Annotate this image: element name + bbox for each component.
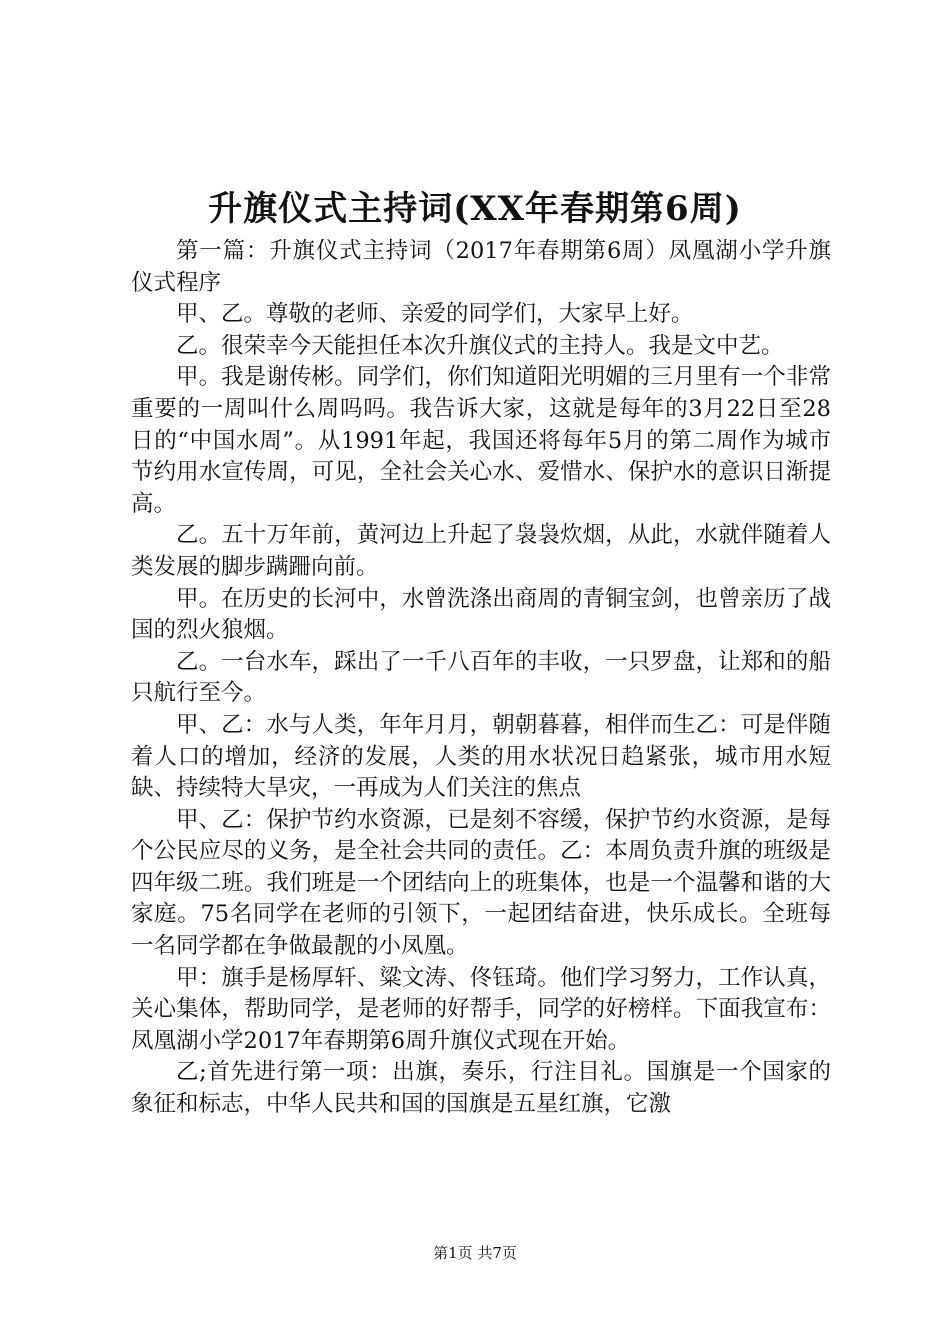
paragraph: 甲、乙：水与人类，年年月月，朝朝暮暮，相伴而生乙：可是伴随着人口的增加，经济的发展，人类的用水状况日趋紧张，城市用水短缺、持续特大旱灾，一再成为人们关注的焦点 — [131, 711, 831, 802]
paragraph: 甲。我是谢传彬。同学们，你们知道阳光明媚的三月里有一个非常重要的一周叫什么周吗吗。我告诉大家，这就是每年的3月22日至28日的“中国水周”。从1991年起，我国还将每年5月的第二周作为城市节约用水宣传周，可见，全社会关心水、爱惜水、保护水的意识日渐提高。 — [131, 364, 831, 517]
paragraph: 甲、乙：保护节约水资源，已是刻不容缓，保护节约水资源，是每个公民应尽的义务，是全社会共同的责任。乙：本周负责升旗的班级是四年级二班。我们班是一个团结向上的班集体，也是一个温馨和谐的大家庭。75名同学在老师的引领下，一起团结奋进，快乐成长。全班每一名同学都在争做最靓的小凤凰。 — [131, 806, 831, 960]
document-title: 升旗仪式主持词(XX年春期第6周) — [208, 189, 742, 229]
document-body — [131, 236, 831, 1121]
page-indicator: 第1页 共7页 — [433, 1244, 517, 1262]
paragraph: 第一篇：升旗仪式主持词（2017年春期第6周）凤凰湖小学升旗仪式程序 — [131, 238, 831, 296]
paragraph: 甲：旗手是杨厚轩、粱文涛、佟钰琦。他们学习努力，工作认真，关心集体，帮助同学，是老师的好帮手，同学的好榜样。下面我宣布：凤凰湖小学2017年春期第6周升旗仪式现在开始。 — [131, 964, 831, 1054]
paragraph: 甲、乙。尊敬的老师、亲爱的同学们，大家早上好。 — [176, 301, 694, 328]
paragraph: 乙。一台水车，踩出了一千八百年的丰收，一只罗盘，让郑和的船只航行至今。 — [131, 648, 831, 707]
paragraph: 乙。很荣幸今天能担任本次升旗仪式的主持人。我是文中艺。 — [176, 332, 784, 359]
paragraph: 甲。在历史的长河中，水曾洗涤出商周的青铜宝剑，也曾亲历了战国的烈火狼烟。 — [131, 585, 831, 644]
paragraph: 乙;首先进行第一项：出旗，奏乐，行注目礼。国旗是一个国家的象征和标志，中华人民共和国的国旗是五星红旗，它激 — [131, 1059, 831, 1118]
paragraph: 乙。五十万年前，黄河边上升起了袅袅炊烟，从此，水就伴随着人类发展的脚步蹒跚向前。 — [131, 522, 831, 580]
